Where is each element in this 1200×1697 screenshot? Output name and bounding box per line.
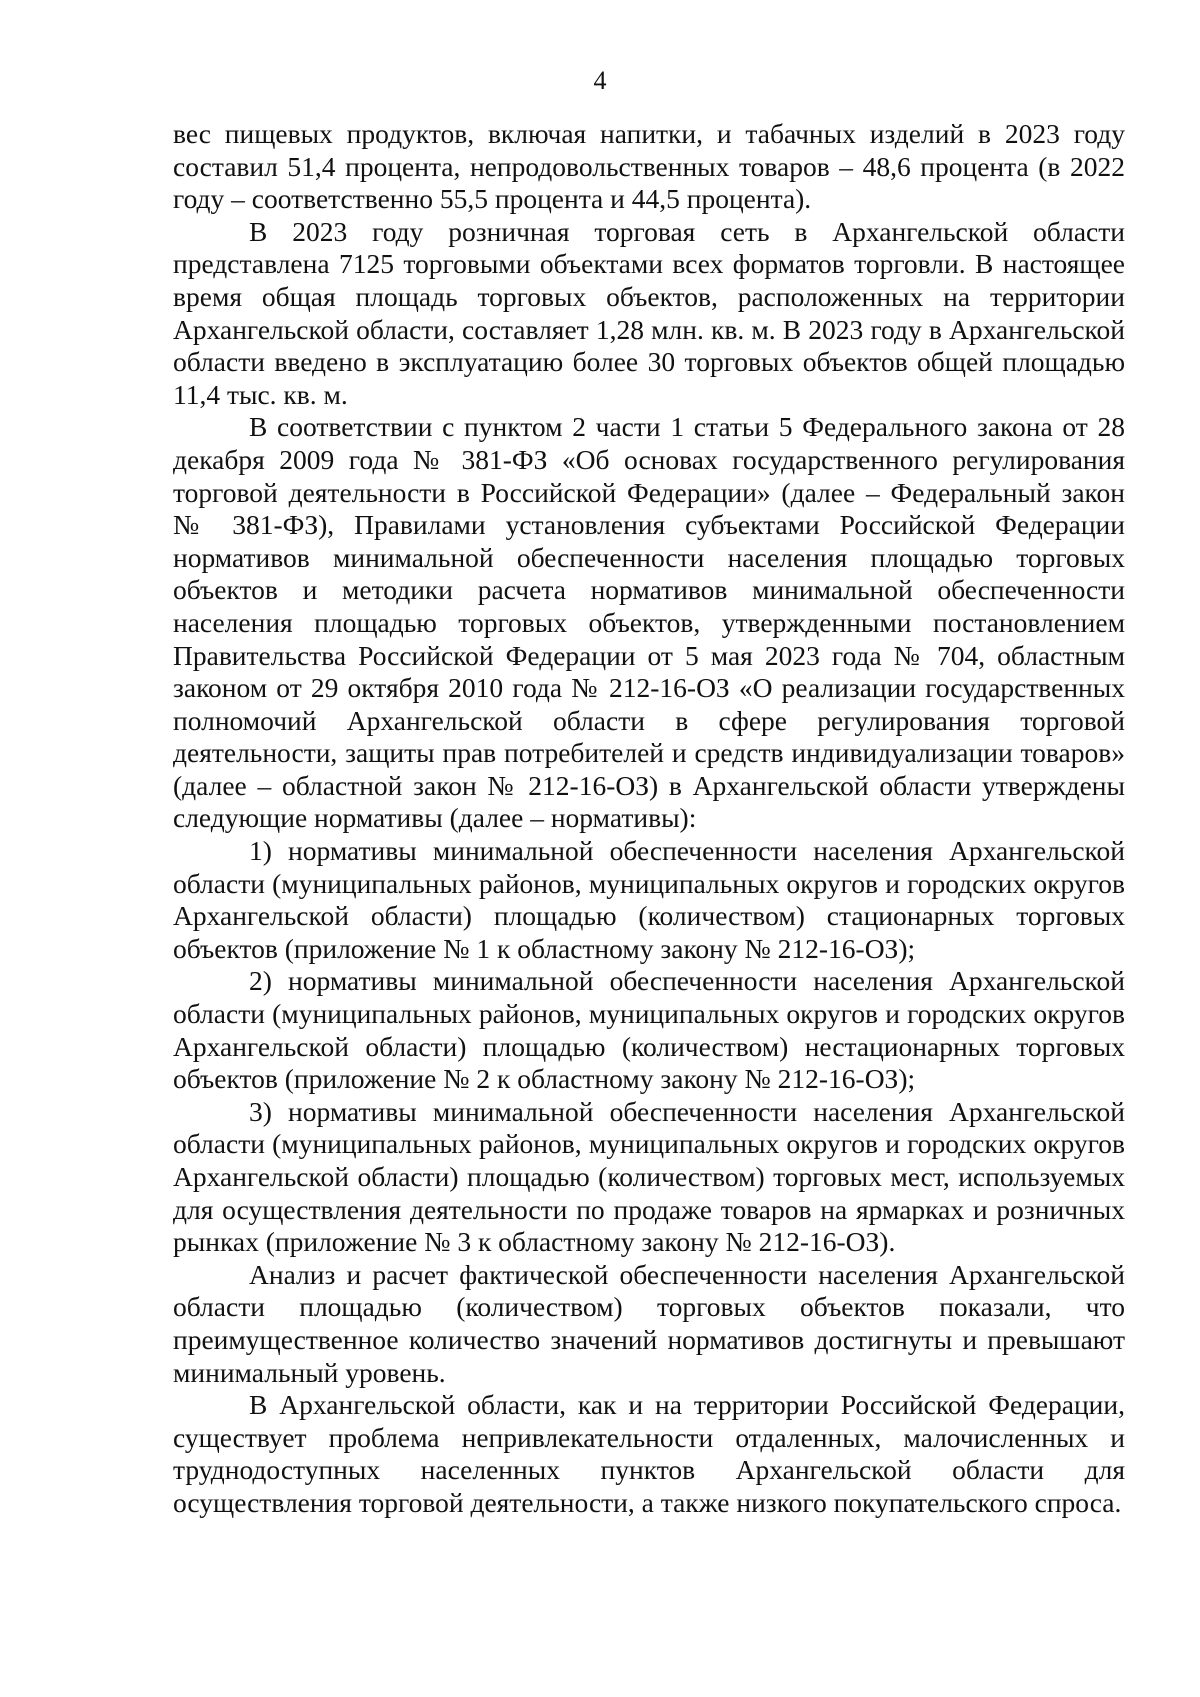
list-item-standard-3: 3) нормативы минимальной обеспеченности населения Архангельской области (муниципальных районов, муниципальных округов и городских округов Архангельской области) площадью (количеством) торговых мест, используемых для осуществления деятельности по продаже товаров на ярмарках и розничных рынках (приложение № 3 к областному закону № 212-16-ОЗ). (173, 1095, 1125, 1258)
page-number: 4 (593, 66, 607, 95)
paragraph-retail-network: В 2023 году розничная торговая сеть в Архангельской области представлена 7125 торговыми объектами всех форматов торговли. В настоящее время общая площадь торговых объектов, расположенных на территории Архангельской области, составляет 1,28 млн. кв. м. В 2023 году в Архангельской области введено в эксплуатацию более 30 торговых объектов общей площадью 11,4 тыс. кв. м. (173, 215, 1125, 410)
list-item-standard-2: 2) нормативы минимальной обеспеченности населения Архангельской области (муниципальных районов, муниципальных округов и городских округов Архангельской области) площадью (количеством) нестационарных торговых объектов (приложение № 2 к областному закону № 212-16-ОЗ); (173, 965, 1125, 1095)
paragraph-legal-basis: В соответствии с пунктом 2 части 1 статьи 5 Федерального закона от 28 декабря 2009 года № 381-ФЗ «Об основах государственного регулирования торговой деятельности в Российской Федерации» (далее – Федеральный закон № 381-ФЗ), Правилами установления субъектами Российской Федерации нормативов минимальной обеспеченности населения площадью торговых объектов и методики расчета нормативов минимальной обеспеченности населения площадью торговых объектов, утвержденными постановлением Правительства Российской Федерации от 5 мая 2023 года № 704, областным законом от 29 октября 2010 года № 212-16-ОЗ «О реализации государственных полномочий Архангельской области в сфере регулирования торговой деятельности, защиты прав потребителей и средств индивидуализации товаров» (далее – областной закон № 212-16-ОЗ) в Архангельской области утверждены следующие нормативы (далее – нормативы): (173, 411, 1125, 834)
paragraph-problem: В Архангельской области, как и на территории Российской Федерации, существует проблема непривлекательности отдаленных, малочисленных и труднодоступных населенных пунктов Архангельской области для осуществления торговой деятельности, а также низкого покупательского спроса. (173, 1389, 1125, 1518)
list-item-standard-1: 1) нормативы минимальной обеспеченности населения Архангельской области (муниципальных районов, муниципальных округов и городских округов Архангельской области) площадью (количеством) стационарных торговых объектов (приложение № 1 к областному закону № 212-16-ОЗ); (173, 835, 1125, 964)
paragraph-continuation: вес пищевых продуктов, включая напитки, и табачных изделий в 2023 году составил 51,4 процента, непродовольственных товаров – 48,6 процента (в 2022 году – соответственно 55,5 процента и 44,5 процента). (173, 118, 1125, 215)
document-body (173, 118, 1125, 1520)
paragraph-analysis: Анализ и расчет фактической обеспеченности населения Архангельской области площадью (количеством) торговых объектов показали, что преимущественное количество значений нормативов достигнуты и превышают минимальный уровень. (173, 1258, 1125, 1388)
